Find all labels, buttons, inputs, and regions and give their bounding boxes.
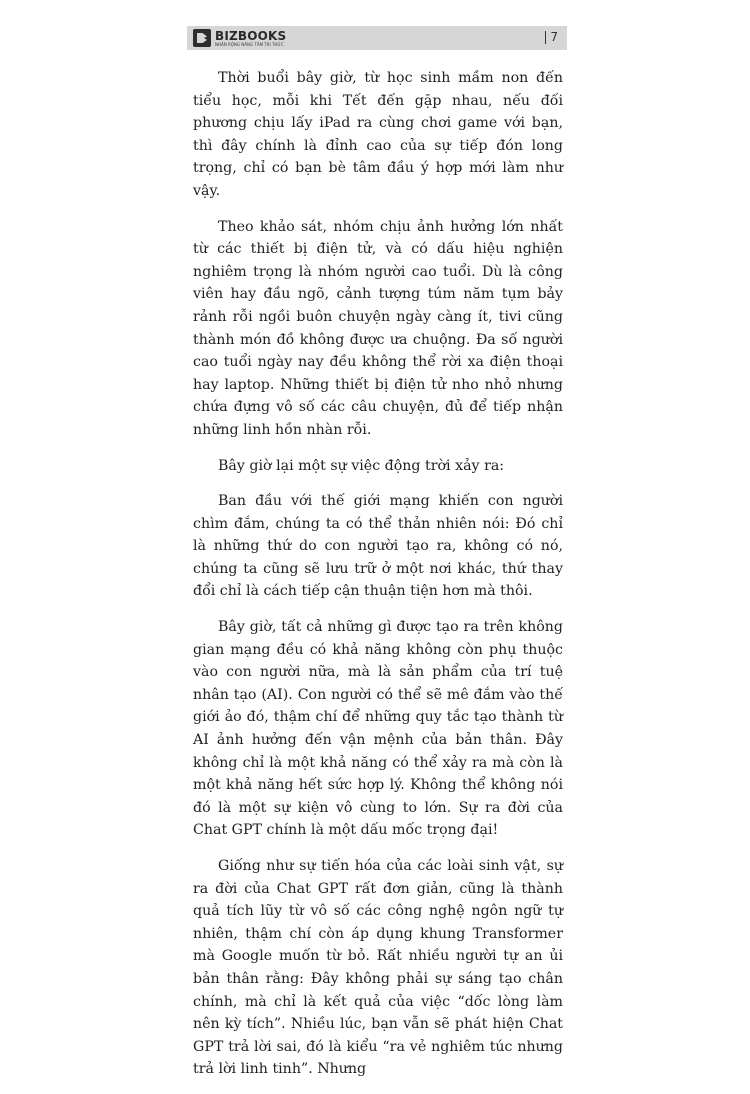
page-number: 7 — [550, 30, 558, 44]
brand-tagline: NHẬN RỘNG NĂNG TẦM TRI THỨC — [215, 41, 284, 47]
running-header — [187, 26, 567, 50]
logo-text — [215, 30, 286, 47]
paragraph: Theo khảo sát, nhóm chịu ảnh hưởng lớn nhất từ các thiết bị điện tử, và có dấu hiệu nghiện nghiêm trọng là nhóm người cao tuổi. Dù là công viên hay đầu ngõ, cảnh tượng túm năm tụm bảy rảnh rỗi ngồi buôn chuyện ngày càng ít, tivi cũng thành món đồ không được ưa chuộng. Đa số người cao tuổi ngày nay đều không thể rời xa điện thoại hay laptop. Những thiết bị điện tử nho nhỏ nhưng chứa đựng vô số các câu chuyện, đủ để tiếp nhận những linh hồn nhàn rỗi. — [193, 218, 563, 438]
paragraph: Giống như sự tiến hóa của các loài sinh vật, sự ra đời của Chat GPT rất đơn giản, cũng là thành quả tích lũy từ vô số các công nghệ ngôn ngữ tự nhiên, thậm chí còn áp dụng khung Transformer mà Google muốn từ bỏ. Rất nhiều người tự an ủi bản thân rằng: Đây không phải sự sáng tạo chân chính, mà chỉ là kết quả của việc “dốc lòng làm nên kỳ tích”. Nhiều lúc, bạn vẫn sẽ phát hiện Chat GPT trả lời sai, đó là kiểu “ra vẻ nghiêm túc nhưng trả lời linh tinh”. Nhưng — [193, 858, 563, 1078]
paragraph: Ban đầu với thế giới mạng khiến con người chìm đắm, chúng ta có thể thản nhiên nói: Đó chỉ là những thứ do con người tạo ra, không có nó, chúng ta cũng sẽ lưu trữ ở một nơi khác, thứ thay đổi chỉ là cách tiếp cận thuận tiện hơn mà thôi. — [193, 493, 563, 600]
publisher-logo — [193, 28, 286, 48]
page-number-area — [545, 30, 558, 44]
bizbooks-logo-icon — [193, 29, 211, 47]
paragraph: Bây giờ, tất cả những gì được tạo ra trên không gian mạng đều có khả năng không còn phụ thuộc vào con người nữa, mà là sản phẩm của trí tuệ nhân tạo (AI). Con người có thể sẽ mê đắm vào thế giới ảo đó, thậm chí để những quy tắc tạo thành từ AI ảnh hưởng đến vận mệnh của bản thân. Đây không chỉ là một khả năng có thể xảy ra mà còn là một khả năng hết sức hợp lý. Không thể không nói đó là một sự kiện vô cùng to lớn. Sự ra đời của Chat GPT chính là một dấu mốc trọng đại! — [193, 619, 563, 839]
page-number-divider — [545, 31, 546, 44]
brand-name: BIZBOOKS — [215, 28, 287, 43]
body-text — [193, 67, 563, 1094]
paragraph: Thời buổi bây giờ, từ học sinh mầm non đến tiểu học, mỗi khi Tết đến gặp nhau, nếu đối phương chịu lấy iPad ra cùng chơi game với bạn, thì đây chính là đỉnh cao của sự tiếp đón long trọng, chỉ có bạn bè tâm đầu ý hợp mới làm như vậy. — [193, 70, 563, 199]
paragraph: Bây giờ lại một sự việc động trời xảy ra: — [218, 457, 505, 474]
